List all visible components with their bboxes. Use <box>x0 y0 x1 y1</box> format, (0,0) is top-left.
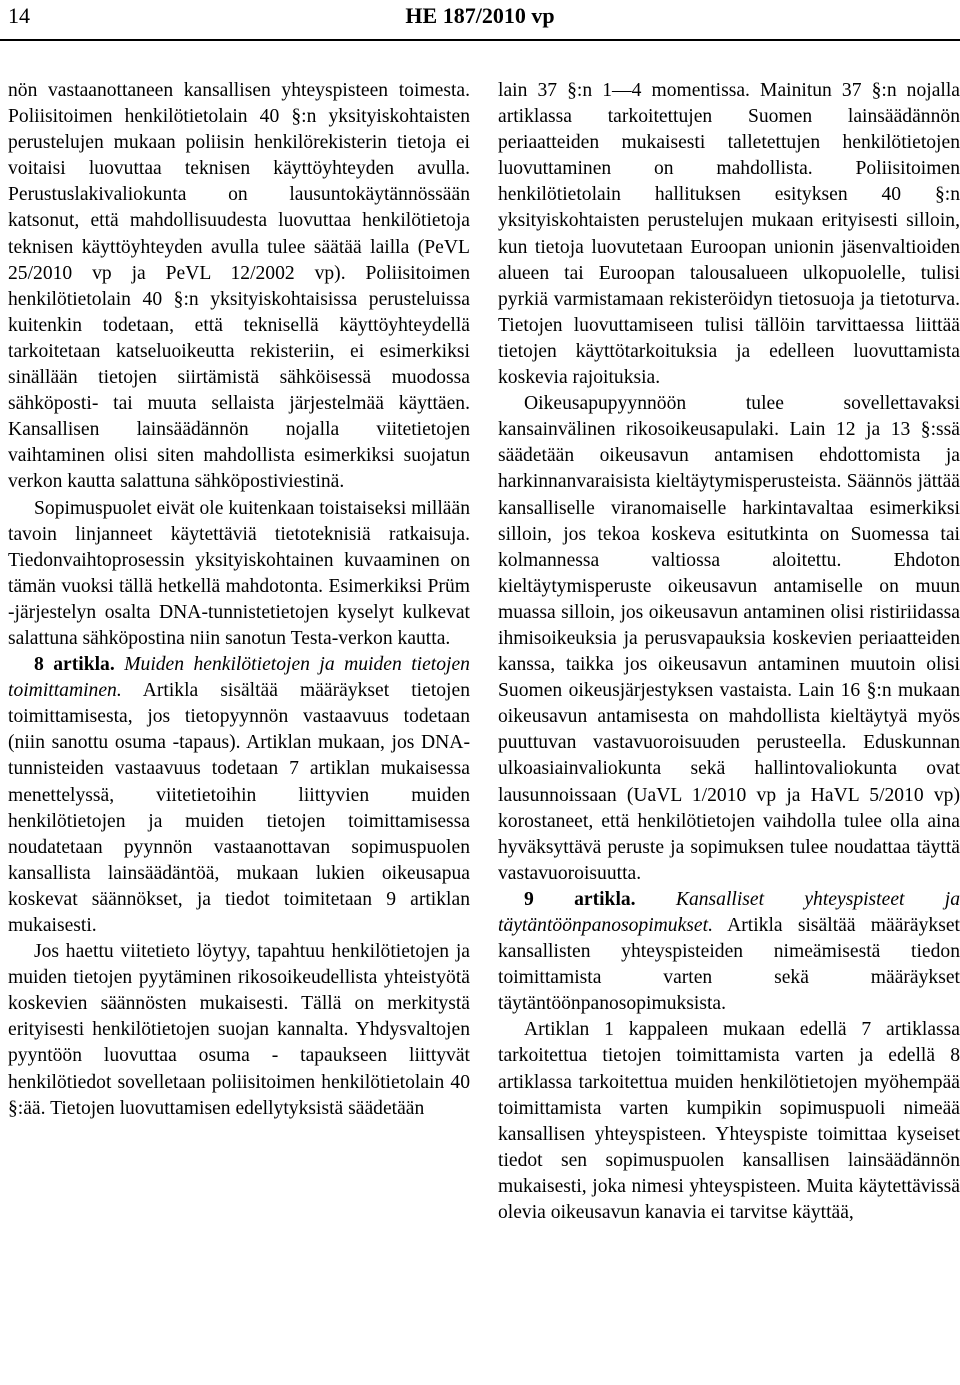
article-title: Kansalliset yhteyspisteet ja täytäntöönpanosopimukset. <box>498 888 960 936</box>
article-9-paragraph <box>498 887 960 1017</box>
paragraph: lain 37 §:n 1—4 momentissa. Mainitun 37 §:n nojalla artiklassa tarkoitettujen Suomen lainsäädännön periaatteiden mukaisesti talletettujen henkilötietojen luovuttaminen on mahdollista. Poliisitoimen henkilötietolain hallituksen esityksen 40 §:n yksityiskohtaisten perustelujen mukaan erityisesti silloin, kun tietoja luovutetaan Euroopan unionin jäsenvaltioiden alueen tai Euroopan talousalueen ulkopuolelle, tulisi pyrkiä varmistamaan rekisteröidyn tietosuoja ja tietoturva. Tietojen luovuttamiseen tulisi tällöin tarvittaessa liittää tietojen käyttötarkoituksia ja edelleen luovuttamista koskevia rajoituksia. <box>498 80 960 389</box>
page-header <box>0 0 960 40</box>
paragraph: Oikeusapupyynnöön tulee sovellettavaksi kansainvälinen rikosoikeusapulaki. Lain 12 ja 13 §:ssä säädetään oikeusavun antamisen ehdottomista ja harkinnanvaraisista kieltäytymisperusteista. Säännös jättää kansalliselle viranomaiselle harkintavaltaa esimerkiksi silloin, jos tekoa koskeva esitutkinta on Suomessa tai kolmannessa valtiossa aloitettu. Ehdoton kieltäytymisperuste oikeusavun antamiselle on muun muassa silloin, jos oikeusavun antaminen olisi ristiriidassa ihmisoikeuksia ja perusvapauksia koskevien periaatteiden kanssa, taikka jos oikeusavun antaminen muutoin olisi Suomen oikeusjärjestyksen vastaista. Lain 16 §:n mukaan oikeusavun antamisesta on mahdollista kieltäytyä myös puuttuvan vastavuoroisuuden perusteella. Eduskunnan ulkoasiainvaliokunta sekä hallintovaliokunta ovat lausunnoissaan (UaVL 1/2010 vp ja HaVL 5/2010 vp) korostaneet, että henkilötietojen vaihdolla tulee olla aina hyväksyttävä peruste ja sopimuksen tulee noudattaa täyttä vastavuoroisuutta. <box>498 393 960 884</box>
document-id: HE 187/2010 vp <box>405 3 555 28</box>
right-column <box>498 78 960 1226</box>
header-rule <box>0 39 960 41</box>
left-column <box>8 78 470 1122</box>
paragraph: Artiklan 1 kappaleen mukaan edellä 7 artiklassa tarkoitettua tietojen toimittamista varten ja edellä 8 artiklassa tarkoitettua muiden henkilötietojen myöhempää toimittamista varten kumpikin sopimuspuoli nimeää kansallisen yhteyspisteen. Yhteyspiste toimittaa kyseiset tiedot sen sopimuspuolen kansallisen lainsäädännön mukaisesti, joka nimesi yhteyspisteen. Muita käytettävissä olevia oikeusavun kanavia ei tarvitse käyttää, <box>498 1019 960 1224</box>
paragraph: Sopimuspuolet eivät ole kuitenkaan toistaiseksi millään tavoin linjanneet käytettäviä tietoteknisiä ratkaisuja. Tiedonvaihtoprosessin yksityiskohtainen kuvaaminen on tämän vuoksi tällä hetkellä mahdotonta. Esimerkiksi Prüm -järjestelyn osalta DNA-tunnistetietojen kyselyt kulkevat salattuna sähköpostina niin sanotun Testa-verkon kautta. <box>8 497 470 649</box>
article-number: 9 artikla. <box>524 888 636 910</box>
paragraph: Jos haettu viitetieto löytyy, tapahtuu henkilötietojen ja muiden tietojen pyytäminen rikosoikeudellista yhteistyötä koskevien säännösten mukaisesti. Tällä on merkitystä erityisesti henkilötietojen suojan kannalta. Yhdysvaltojen pyyntöön luovuttaa osuma - tapaukseen liittyvät henkilötiedot sovelletaan poliisitoimen henkilötietolain 40 §:ää. Tietojen luovuttamisen edellytyksistä säädetään <box>8 941 470 1119</box>
paragraph: nön vastaanottaneen kansallisen yhteyspisteen toimesta. Poliisitoimen henkilötietolain 40 §:n yksityiskohtaisten perustelujen mukaan poliisin henkilörekisterin tietoja ei voitaisi luovuttaa teknisen käyttöyhteyden avulla. Perustuslakivaliokunta on lausuntokäytännössään katsonut, että mahdollisuudesta luovuttaa henkilötietoja teknisen käyttöyhteyden avulla tulee säätää lailla (PeVL 25/2010 vp ja PeVL 12/2002 vp). Poliisitoimen henkilötietolain 40 §:n yksityiskohtaisissa perusteluissa kuitenkin todetaan, että teknisellä käyttöyhteydellä tarkoitetaan katseluoikeutta rekisteriin, ei esimerkiksi sinällään tietojen siirtämistä sähköisessä muodossa sähköposti- tai muuta sellaista järjestelmää käyttäen. Kansallisen lainsäädännön nojalla viitetietojen vaihtaminen olisi siten mahdollista esimerkiksi suojatun verkon kautta salattuna sähköpostiviestinä. <box>8 80 470 493</box>
article-body: Artikla sisältää määräykset tietojen toimittamisesta, jos tietopyynnön vastaavuus todetaan (niin sanottu osuma -tapaus). Artiklan mukaan, jos DNA-tunnisteiden vastaavuus todetaan 7 artiklan mukaisessa menettelyssä, viitetietoihin liittyvien muiden henkilötietojen ja muiden tietojen toimittamisessa noudatetaan pyynnön vastaanottavan sopimuspuolen kansallista lainsäädäntöä, mukaan lukien oikeusapua koskevat säännökset, ja tiedot toimitetaan 9 artiklan mukaisesti. <box>8 680 470 936</box>
article-number: 8 artikla. <box>34 654 115 676</box>
article-8-paragraph <box>8 652 470 939</box>
article-body: Artikla sisältää määräykset kansallisten yhteyspisteiden nimeämisestä tiedon toimittamista varten sekä määräykset täytäntöönpanosopimuksista. <box>498 915 960 1015</box>
article-title: Muiden henkilötietojen ja muiden tietojen toimittaminen. <box>8 654 470 702</box>
page-number: 14 <box>8 3 30 28</box>
